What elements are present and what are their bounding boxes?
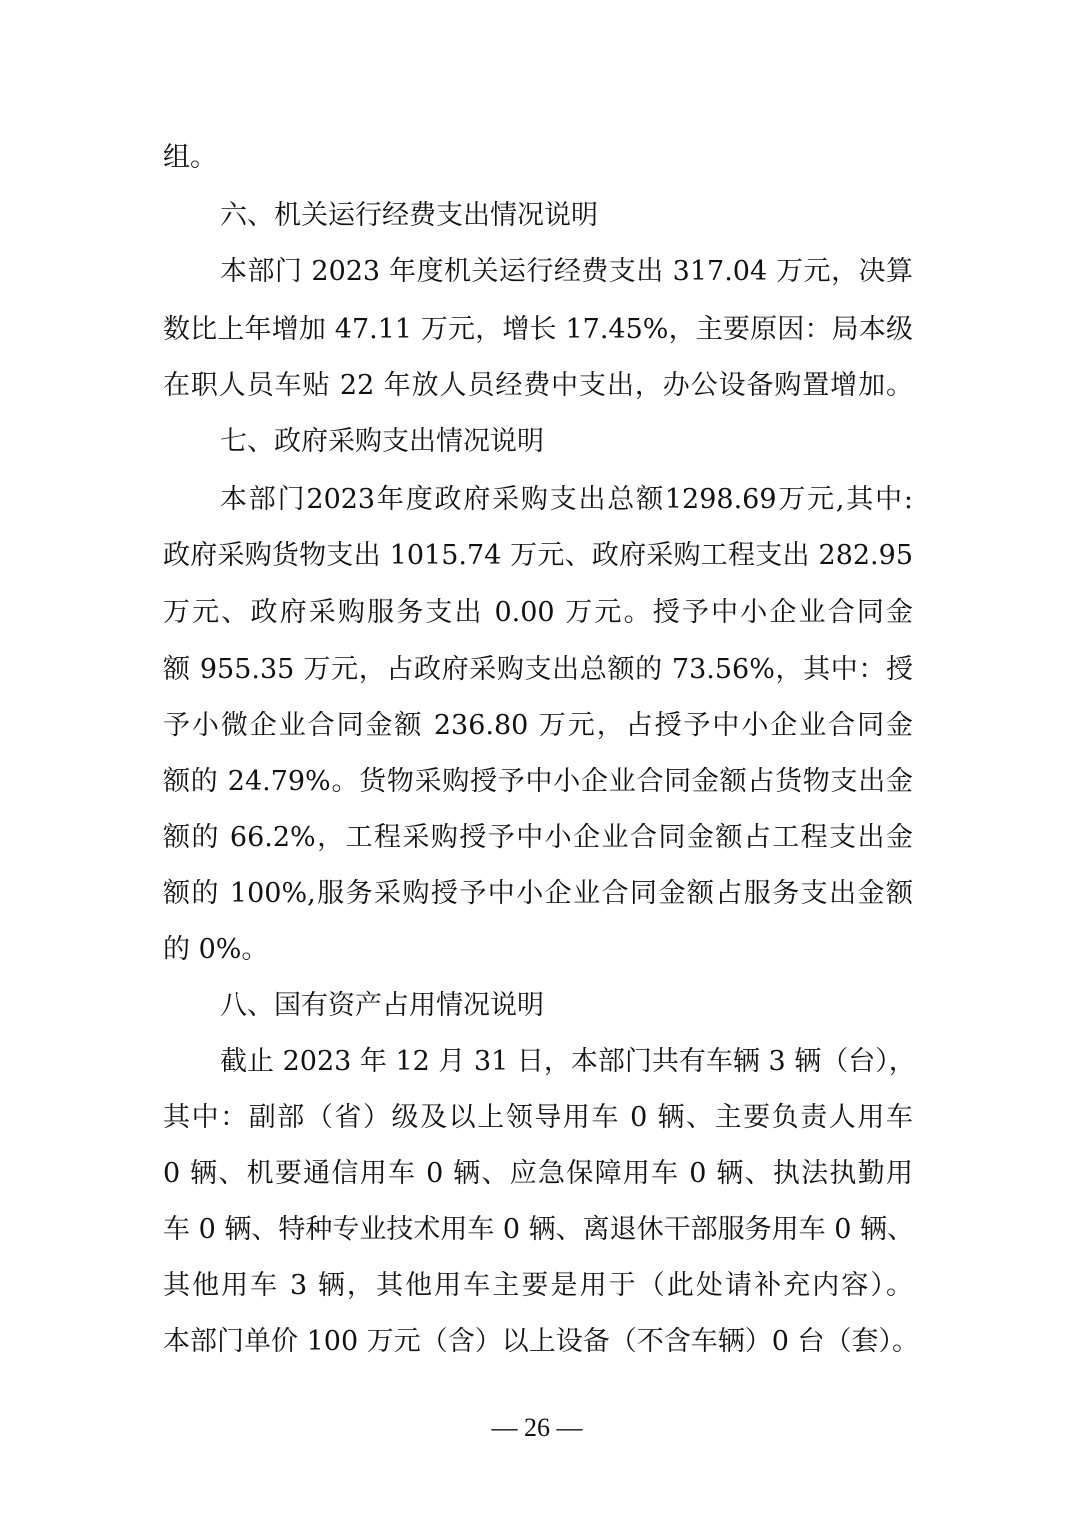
- text-line: 车 0 辆、特种专业技术用车 0 辆、离退休干部服务用车 0 辆、: [163, 1214, 915, 1245]
- text-line: 在职人员车贴 22 年放人员经费中支出，办公设备购置增加。: [163, 370, 913, 401]
- text-line: 万元、政府采购服务支出 0.00 万元。授予中小企业合同金: [163, 597, 913, 628]
- text-line: 0 辆、机要通信用车 0 辆、应急保障用车 0 辆、执法执勤用: [163, 1158, 913, 1189]
- text-line: 组。: [163, 142, 217, 173]
- text-line: 本部门 2023 年度机关运行经费支出 317.04 万元，决算: [220, 256, 913, 287]
- text-line: 其中：副部（省）级及以上领导用车 0 辆、主要负责人用车: [163, 1102, 913, 1133]
- text-line: 其他用车 3 辆，其他用车主要是用于（此处请补充内容）。: [163, 1270, 913, 1301]
- section-heading-6: 六、机关运行经费支出情况说明: [220, 200, 598, 231]
- section-heading-8: 八、国有资产占用情况说明: [220, 990, 544, 1021]
- text-line: 本部门单价 100 万元（含）以上设备（不含车辆）0 台（套）。: [163, 1326, 919, 1357]
- section-heading-7: 七、政府采购支出情况说明: [220, 426, 544, 457]
- text-line: 政府采购货物支出 1015.74 万元、政府采购工程支出 282.95: [163, 540, 913, 571]
- text-line: 额的 100%,服务采购授予中小企业合同金额占服务支出金额: [163, 878, 913, 909]
- text-line: 本部门2023年度政府采购支出总额1298.69万元,其中:: [220, 484, 913, 515]
- text-line: 截止 2023 年 12 月 31 日，本部门共有车辆 3 辆（台），: [220, 1046, 916, 1077]
- text-line: 予小微企业合同金额 236.80 万元，占授予中小企业合同金: [163, 710, 913, 741]
- text-line: 额的 66.2%，工程采购授予中小企业合同金额占工程支出金: [163, 822, 913, 853]
- page-number: — 26 —: [491, 1413, 583, 1442]
- text-line: 额 955.35 万元，占政府采购支出总额的 73.56%，其中：授: [163, 654, 913, 685]
- text-line: 额的 24.79%。货物采购授予中小企业合同金额占货物支出金: [163, 766, 913, 797]
- text-line: 数比上年增加 47.11 万元，增长 17.45%，主要原因：局本级: [163, 314, 913, 345]
- text-line: 的 0%。: [163, 934, 269, 965]
